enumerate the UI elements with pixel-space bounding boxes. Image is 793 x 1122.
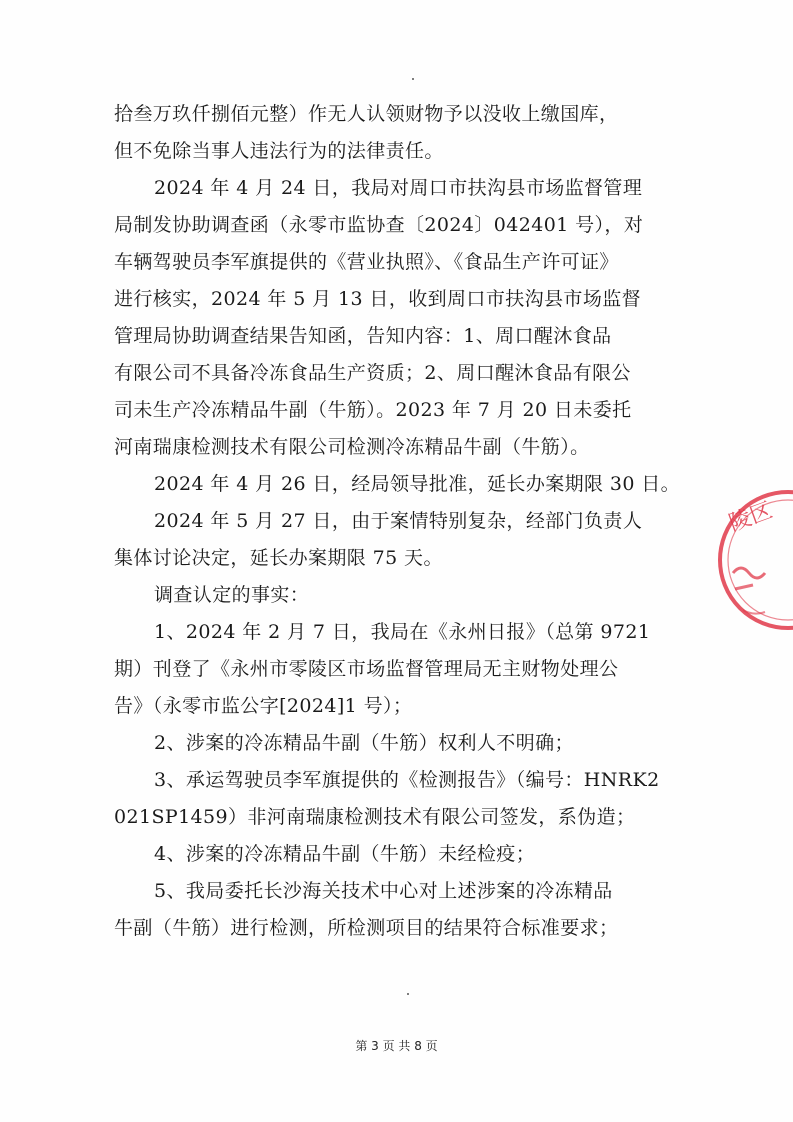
body-line: 局制发协助调查函（永零市监协查〔2024〕042401 号），对	[114, 214, 644, 236]
body-line: 期）刊登了《永州市零陵区市场监督管理局无主财物处理公	[114, 658, 619, 680]
body-line: 牛副（牛筋）进行检测，所检测项目的结果符合标准要求；	[114, 917, 619, 939]
body-line: 进行核实，2024 年 5 月 13 日，收到周口市扶沟县市场监督	[114, 288, 642, 310]
section-heading: 调查认定的事实：	[154, 584, 310, 606]
body-line: 有限公司不具备冷冻食品生产资质；2、周口醒沐食品有限公	[114, 362, 631, 384]
body-line: 2、涉案的冷冻精品牛副（牛筋）权利人不明确；	[154, 732, 574, 754]
body-line: 2024 年 4 月 24 日，我局对周口市扶沟县市场监督管理	[154, 177, 643, 199]
body-line: 2024 年 4 月 26 日，经局领导批准，延长办案期限 30 日。	[154, 473, 681, 495]
body-line: 021SP1459）非河南瑞康检测技术有限公司签发，系伪造；	[114, 806, 636, 828]
body-line: 1、2024 年 2 月 7 日，我局在《永州日报》（总第 9721	[154, 621, 651, 643]
body-line: 3、承运驾驶员李军旗提供的《检测报告》（编号：HNRK2	[154, 769, 660, 791]
scan-speck	[412, 78, 414, 80]
svg-text:陵区: 陵区	[725, 498, 776, 537]
body-line: 拾叁万玖仟捌佰元整）作无人认领财物予以没收上缴国库，	[114, 103, 619, 125]
document-body	[114, 96, 684, 947]
body-line: 集体讨论决定，延长办案期限 75 天。	[114, 547, 443, 569]
body-line: 5、我局委托长沙海关技术中心对上述涉案的冷冻精品	[154, 880, 613, 902]
body-line: 但不免除当事人违法行为的法律责任。	[114, 140, 444, 162]
body-line: 车辆驾驶员李军旗提供的《营业执照》、《食品生产许可证》	[114, 251, 619, 273]
official-seal-fragment	[713, 485, 793, 635]
body-line: 河南瑞康检测技术有限公司检测冷冻精品牛副（牛筋）。	[114, 436, 590, 458]
body-line: 司未生产冷冻精品牛副（牛筋）。2023 年 7 月 20 日未委托	[114, 399, 632, 421]
scan-speck	[407, 993, 409, 995]
body-line: 4、涉案的冷冻精品牛副（牛筋）未经检疫；	[154, 843, 536, 865]
body-line: 2024 年 5 月 27 日，由于案情特别复杂，经部门负责人	[154, 510, 643, 532]
page-number: 第 3 页 共 8 页	[355, 1039, 438, 1053]
body-line: 管理局协助调查结果告知函，告知内容：1、周口醒沐食品	[114, 325, 612, 347]
body-line: 告》（永零市监公字[2024]1 号）；	[114, 695, 413, 717]
